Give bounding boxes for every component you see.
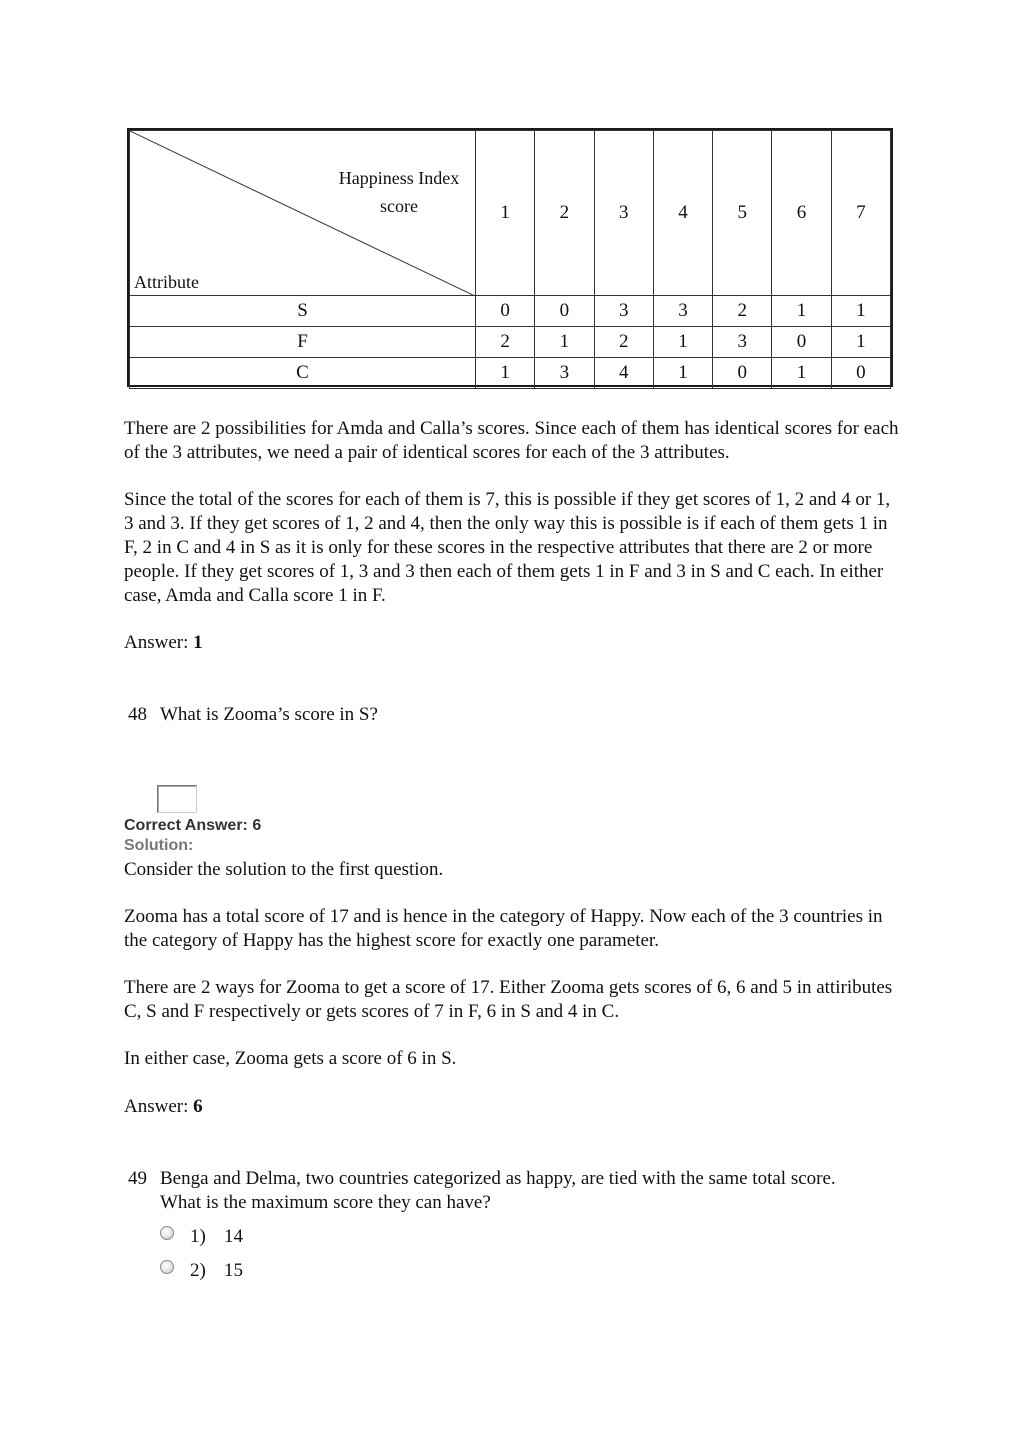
table-cell: 1 [653,358,712,389]
question-text: Benga and Delma, two countries categorized as happy, are tied with the same total score. What is the maximum score they can have? [160,1168,836,1213]
score-header: 7 [831,131,890,296]
question-number: 48 [128,704,147,725]
option-number: 1) [190,1226,206,1247]
table-cell: 3 [594,296,653,327]
paragraph: Zooma has a total score of 17 and is hence in the category of Happy. Now each of the 3 countries in the category of Happy has the highest score for exactly one parameter. [124,906,883,951]
option-2[interactable] [160,1259,243,1283]
table-cell: 2 [713,296,772,327]
paragraph: Consider the solution to the first question. [124,859,444,880]
score-header: 1 [476,131,535,296]
table-cell: 0 [831,358,890,389]
radio-icon[interactable] [160,1260,174,1274]
table-cell: 1 [831,327,890,358]
table-cell: 4 [594,358,653,389]
table-row [130,327,891,358]
row-label: F [130,327,476,358]
option-value: 15 [224,1260,243,1281]
row-label: C [130,358,476,389]
table-cell: 1 [476,358,535,389]
table-cell: 1 [653,327,712,358]
table-cell: 0 [713,358,772,389]
answer-input[interactable] [157,785,197,813]
happiness-table [127,128,893,387]
answer-line [124,1095,904,1119]
score-header: 3 [594,131,653,296]
corner-bottom-label: Attribute [134,272,199,292]
table-row [130,296,891,327]
paragraph: There are 2 ways for Zooma to get a score of 17. Either Zooma gets scores of 6, 6 and 5 in attiributes C, S and F respectively or gets scores of 7 in F, 6 in S and 4 in C. [124,977,893,1022]
table-cell: 0 [772,327,831,358]
table-cell: 3 [713,327,772,358]
correct-answer: Correct Answer: 6 [124,817,262,834]
solution-label: Solution: [124,837,194,854]
paragraph: In either case, Zooma gets a score of 6 in S. [124,1048,457,1069]
corner-top-label: Happiness Index score [338,168,460,216]
table-cell: 3 [535,358,594,389]
answer-label: Answer: [124,1096,194,1117]
table-cell: 2 [594,327,653,358]
paragraph: Since the total of the scores for each of them is 7, this is possible if they get scores of 1, 2 and 4 or 1, 3 and 3. If they get scores of 1, 2 and 4, then the only way this is possible is if each of them gets 1 in F, 2 in C and 4 in S as it is only for these scores in the respective attributes that there are 2 or more people. If they get scores of 1, 3 and 3 then each of them gets 1 in F and 3 in S and C each. In either case, Amda and Calla score 1 in F. [124,489,891,606]
table-cell: 2 [476,327,535,358]
table-cell: 1 [535,327,594,358]
table-cell: 3 [653,296,712,327]
question-number: 49 [128,1168,147,1189]
table-corner-cell [130,131,476,296]
paragraph: There are 2 possibilities for Amda and Calla’s scores. Since each of them has identical scores for each of the 3 attributes, we need a pair of identical scores for each of the 3 attributes. [124,418,899,463]
table-cell: 0 [535,296,594,327]
score-header: 5 [713,131,772,296]
table-cell: 0 [476,296,535,327]
radio-icon[interactable] [160,1226,174,1240]
answer-label: Answer: [124,632,194,653]
option-value: 14 [224,1226,243,1247]
score-header: 2 [535,131,594,296]
answer-value: 6 [193,1096,203,1117]
table-cell: 1 [772,358,831,389]
question-text: What is Zooma’s score in S? [160,704,378,725]
table-cell: 1 [772,296,831,327]
row-label: S [130,296,476,327]
answer-line [124,631,904,655]
table-row [130,358,891,389]
answer-value: 1 [193,632,203,653]
option-number: 2) [190,1260,206,1281]
score-header: 6 [772,131,831,296]
score-header: 4 [653,131,712,296]
option-1[interactable] [160,1225,243,1249]
table-cell: 1 [831,296,890,327]
